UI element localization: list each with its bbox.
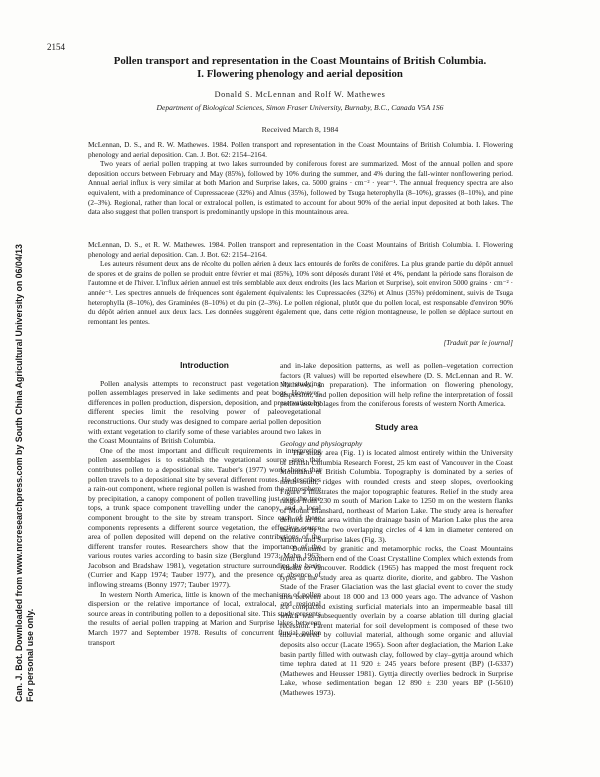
- abstract-fr-text: Les auteurs résument deux ans de récolte du pollen aérien à deux lacs entourés de forêts de conifères. La plus grande partie du dépôt annuel de spores et de grains de pollen se produit entre février et mai (85%), 10% sont déposés durant l'été et 4%, pendant la période sans floraison de l'automne et de l'hiver. L'influx aérien annuel est très semblable aux deux endroits (les lacs Marion et Surprise), soit environ 5000 grains · cm⁻² · année⁻¹. Les spectres annuels de fréquences sont également équivalents: les Cupressacées (32%) et Alnus (35%) prédominent, suivis de Tsuga heterophylla (8–10%), des Graminées (8–10%) et du pin (2–3%). Le pollen régional, plutôt que du pollen local, est responsable d'environ 90% du dépôt aérien annuel aux deux lacs. Les données suggèrent également que, dans cette région montagneuse, le pollen se déplace surtout en remontant les pentes.: [88, 259, 513, 326]
- abstract-english: [88, 140, 513, 217]
- received-date: Received March 8, 1984: [261, 125, 339, 134]
- abstract-en-text: Two years of aerial pollen trapping at two lakes surrounded by coniferous forest are summarized. Most of the annual pollen and spore deposition occurs between February and May (85%), followed by 10% during the summer, and 4% during the fall-winter nonflowering period. Annual aerial influx is very similar at both Marion and Surprise lakes, ca. 5000 grains · cm⁻² · year⁻¹. The annual frequency spectra are also equivalent, with a predominance of Cupressaceae (32%) and Alnus (35%), followed by Tsuga heterophylla (8–10%), grasses (8–10%), and pine (2–3%). Regional, rather than local or extralocal pollen, is estimated to account for about 90% of the aerial input deposited at both lakes. The data also suggest that pollen transport is predominantly upslope in this mountainous area.: [88, 159, 513, 217]
- geology-subheading: Geology and physiography: [280, 438, 363, 448]
- abstract-french: [88, 240, 513, 326]
- intro-continuation: and in-lake deposition patterns, as well as pollen–vegetation correction factors (R values) will be reported elsewhere (D. S. McLennan and R. W. Mathewes, in preparation). The information on flowering phenology, dispersion, and pollen deposition will help refine the interpretation of fossil pollen assemblages from the coniferous forests of western North America.: [280, 361, 513, 409]
- title-line-1: Pollen transport and representation in the Coast Mountains of British Columbia.: [113, 55, 487, 67]
- article-title: [60, 55, 540, 80]
- study-area-heading: Study area: [375, 421, 418, 432]
- intro-paragraph-1: Pollen analysis attempts to reconstruct past vegetation by studying pollen assemblages preserved in lake sediments and peat bogs. However, differences in pollen production, dispersion, deposition, and preservation by different species limit the resolving power of paleovegetational reconstructions. Our study was designed to compare aerial pollen deposition with extant vegetation to clarify some of these variables around two lakes in the Coast Mountains of British Columbia.: [88, 378, 321, 446]
- study-area-paragraph-2: Dominated by granitic and metamorphic rocks, the Coast Mountains form the southern end of the Coast Crystalline Complex which extends from Alaska to Vancouver. Roddick (1965) has mapped the most frequent rock types in the study area as quartz diorite, diorite, and gabbro. The Vashon Stade of the Fraser Glaciation was the last glacial event to cover the study area between about 18 000 and 13 000 years ago. The advance of Vashon ice compacted existing surficial materials into an impermeable basal till which was subsequently overlain by a coarse ablation till during glacial recession. Parent material for soil development is composed of these two tills covered by colluvial material, although some organic and alluvial deposits also occur (Lacate 1965). Soon after deglaciation, the Marion Lake basin partly filled with outwash clay, followed by clay–gyttja around which time tephra dated at 11 920 ± 245 years before present (BP) (I-6337) (Mathewes and Heusser 1981). Gyttja directly overlies bedrock in Surprise Lake, whose sedimentation began 12 890 ± 230 years BP (I-5610) (Mathewes 1973).: [280, 544, 513, 697]
- title-line-2: I. Flowering phenology and aerial deposition: [197, 67, 403, 80]
- introduction-heading: Introduction: [180, 360, 229, 370]
- intro-paragraph-3: In western North America, little is known of the mechanisms of pollen dispersion or the relative importance of local, extralocal, and regional source areas in contributing pollen to a depositional site. This study presents the results of aerial pollen trapping at Marion and Surprise lakes between March 1977 and September 1978. Results of concurrent fluvial pollen transport: [88, 589, 321, 647]
- download-banner-line-2: For personal use only.: [25, 608, 35, 702]
- affiliation: Department of Biological Sciences, Simon Fraser University, Burnaby, B.C., Canada V5A 1S6: [156, 103, 444, 112]
- download-banner: [14, 244, 36, 702]
- abstract-fr-citation: McLennan, D. S., et R. W. Mathewes. 1984. Pollen transport and representation in the Coast Mountains of British Columbia. I. Flowering phenology and aerial deposition. Can. J. Bot. 62: 2154–2164.: [88, 240, 513, 259]
- authors: Donald S. McLennan and Rolf W. Mathewes: [214, 90, 386, 99]
- right-column: [280, 361, 513, 698]
- study-area-paragraph-1: The study area (Fig. 1) is located almost entirely within the University of British Columbia Research Forest, 25 km east of Vancouver in the Coast Mountains of British Columbia. Topography is dominated by a series of north–south, ridges with rounded crests and steep slopes, overlooking Figure 2 illustrates the major topographic features. Relief in the study area ranges from 230 m south of Marion Lake to 1250 m on the western flanks of Mount Blanshard, northeast of Marion Lake. The study area is hereafter defined as that area within the drainage basin of Marion Lake plus the area included by the two overlapping circles of 4 km in diameter centered on Marion and Surprise lakes (Fig. 3).: [280, 448, 513, 544]
- abstract-en-citation: McLennan, D. S., and R. W. Mathewes. 1984. Pollen transport and representation in the Coast Mountains of British Columbia. I. Flowering phenology and aerial deposition. Can. J. Bot. 62: 2154–2164.: [88, 140, 513, 159]
- translation-note: [Traduit par le journal]: [443, 338, 513, 347]
- page-number: 2154: [47, 42, 65, 52]
- download-banner-line-1: Can. J. Bot. Downloaded from www.nrcresearchpress.com by South China Agricultural University on 06/04/13: [14, 244, 24, 702]
- intro-paragraph-2: One of the most important and difficult requirements in interpreting pollen assemblages is to establish the vegetational source area that contributes pollen to a depositional site. Tauber's (1977) work shows that pollen travels to a depositional site by several different routes. He describes a rain-out component, where regional pollen is washed from the atmosphere by precipitation, a canopy component of pollen travelling just over the tree tops, a trunk space component travelling under the canopy, and a local component brought to the site by stream transport. Since each of these components represents a different source vegetation, the effective source area of pollen deposited will depend on the relative contributions of the different transfer routes. Researchers show that the importance of the various routes varies according to basin size (Berglund 1973; Mahn 1963; Jacobson and Bradshaw 1981), vegetation structure surrounding the basin (Currier and Kapp 1974; Tauber 1977), and the presence or absence of inflowing streams (Bonny 1977; Tauber 1977).: [88, 445, 321, 590]
